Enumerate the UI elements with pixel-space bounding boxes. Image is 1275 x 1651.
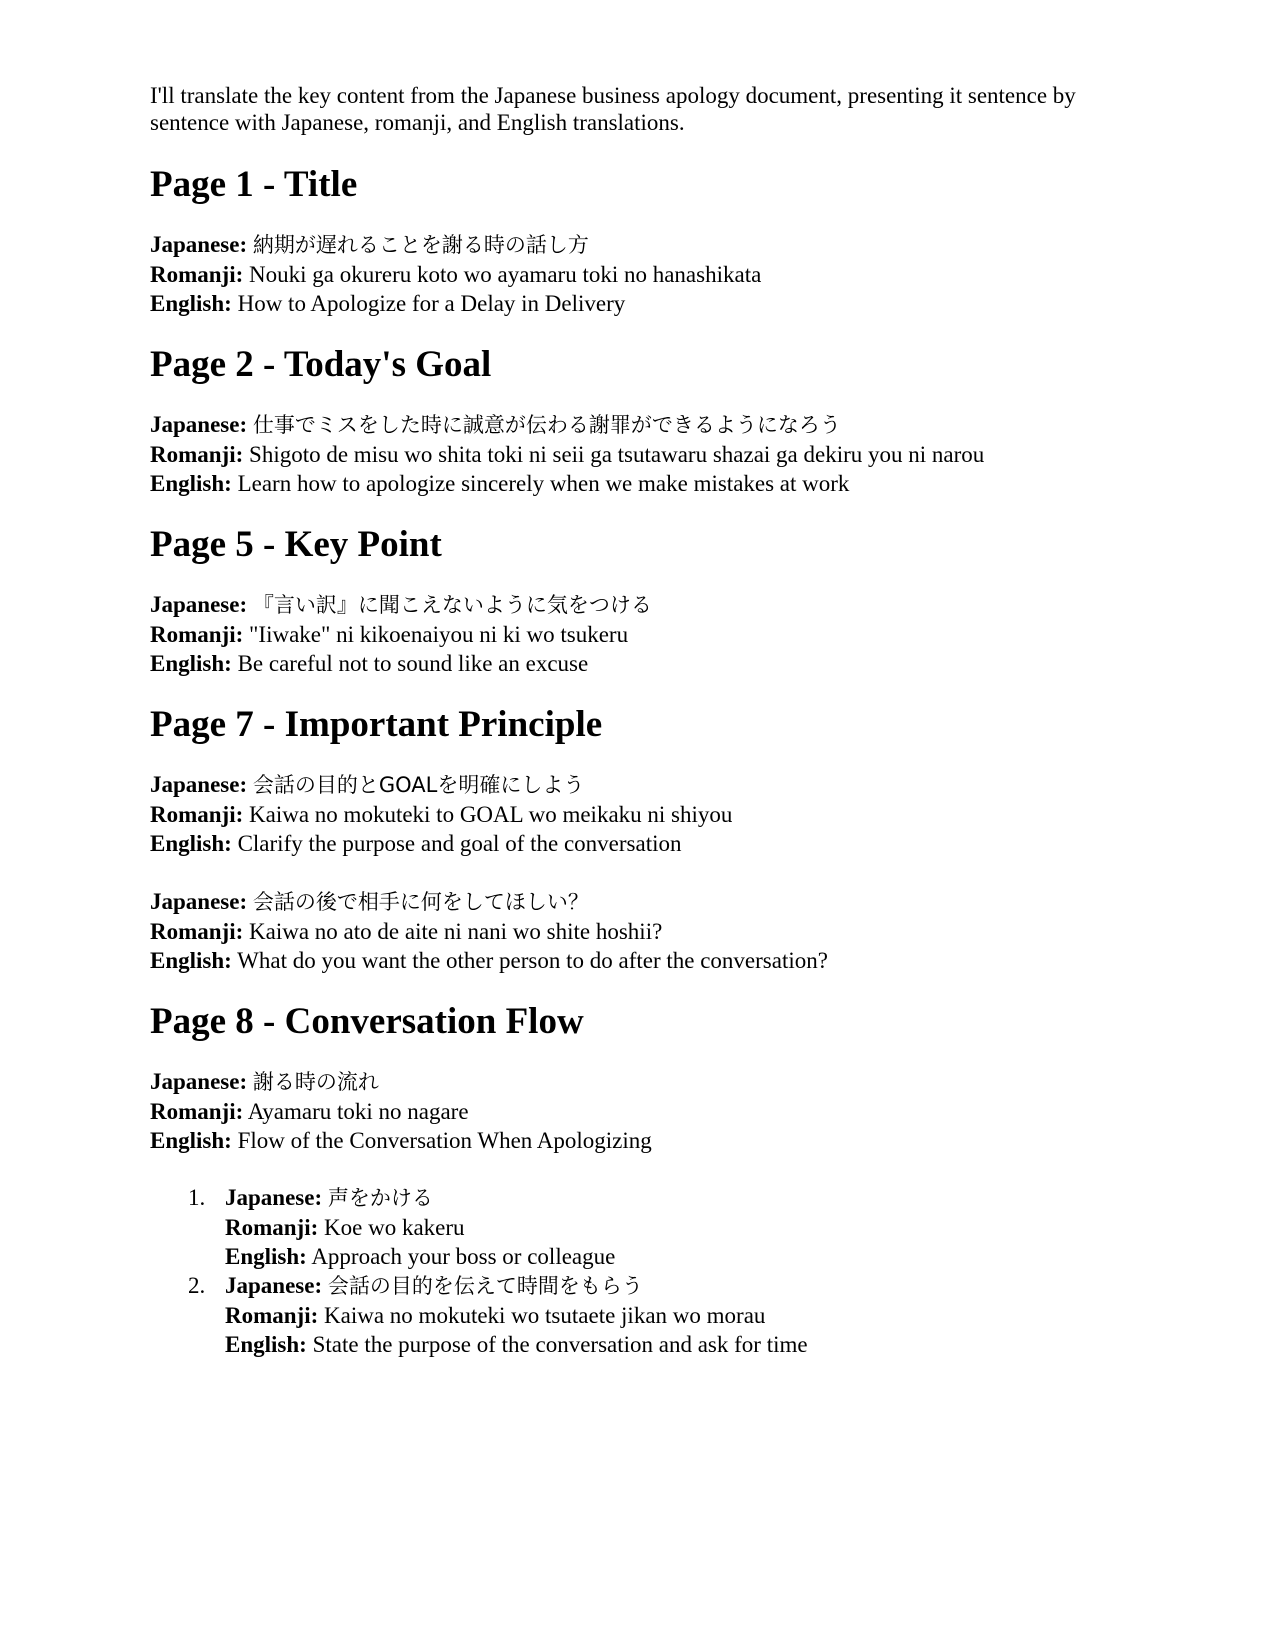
japanese-text: 謝る時の流れ <box>252 1070 379 1094</box>
romanji-text: Kaiwa no ato de aite ni nani wo shite hoshii? <box>249 919 663 944</box>
translation-entry <box>150 1067 1150 1155</box>
english-label: English: <box>225 1244 307 1269</box>
intro-paragraph: I'll translate the key content from the Japanese business apology document, presenting it sentence by sentence with Japanese, romanji, and English translations. <box>150 83 1076 135</box>
romanji-label: Romanji: <box>150 622 244 647</box>
english-line <box>150 946 1150 975</box>
romanji-label: Romanji: <box>150 442 244 467</box>
japanese-text: 『言い訳』に聞こえないように気をつける <box>252 593 652 617</box>
romanji-label: Romanji: <box>225 1303 319 1328</box>
japanese-text: 声をかける <box>327 1186 433 1210</box>
translation-entry <box>150 590 1150 678</box>
english-line <box>150 649 1150 678</box>
english-line <box>150 829 1150 858</box>
japanese-line <box>150 1067 1150 1097</box>
japanese-line <box>225 1271 1150 1301</box>
section-heading-page-1: Page 1 - Title <box>150 164 358 205</box>
english-text: Clarify the purpose and goal of the conversation <box>237 831 682 856</box>
japanese-line <box>225 1183 1150 1213</box>
romanji-line <box>150 1097 1150 1126</box>
section-heading-page-2: Page 2 - Today's Goal <box>150 344 492 385</box>
japanese-label: Japanese: <box>150 592 248 617</box>
japanese-label: Japanese: <box>150 412 248 437</box>
romanji-text: Ayamaru toki no nagare <box>247 1099 469 1124</box>
translation-entry <box>150 410 1150 498</box>
japanese-line <box>150 590 1150 620</box>
japanese-text: 仕事でミスをした時に誠意が伝わる謝罪ができるようになろう <box>252 413 841 437</box>
japanese-label: Japanese: <box>150 772 248 797</box>
japanese-label: Japanese: <box>150 889 248 914</box>
japanese-line <box>150 770 1150 800</box>
romanji-text: "Iiwake" ni kikoenaiyou ni ki wo tsukeru <box>249 622 629 647</box>
english-label: English: <box>150 651 232 676</box>
japanese-label: Japanese: <box>225 1273 323 1298</box>
english-line <box>150 1126 1150 1155</box>
list-item <box>150 1183 1150 1271</box>
english-text: State the purpose of the conversation and ask for time <box>312 1332 808 1357</box>
japanese-text: 会話の後で相手に何をしてほしい？ <box>252 890 589 914</box>
english-text: Approach your boss or colleague <box>311 1244 616 1269</box>
english-line <box>150 469 1150 498</box>
romanji-line <box>225 1301 1150 1330</box>
list-number: 2. <box>188 1273 206 1298</box>
section-heading-page-7: Page 7 - Important Principle <box>150 704 603 745</box>
japanese-line <box>150 887 1150 917</box>
english-label: English: <box>150 1128 232 1153</box>
translation-entry <box>150 770 1150 858</box>
romanji-label: Romanji: <box>150 262 244 287</box>
japanese-text: 会話の目的を伝えて時間をもらう <box>327 1274 643 1298</box>
english-text: Learn how to apologize sincerely when we make mistakes at work <box>237 471 850 496</box>
romanji-line <box>150 620 1150 649</box>
list-item <box>150 1271 1150 1359</box>
conversation-flow-list <box>150 1183 1150 1359</box>
japanese-line <box>150 410 1150 440</box>
romanji-text: Koe wo kakeru <box>324 1215 465 1240</box>
section-heading-page-5: Page 5 - Key Point <box>150 524 442 565</box>
japanese-label: Japanese: <box>225 1185 323 1210</box>
romanji-label: Romanji: <box>225 1215 319 1240</box>
section-heading-page-8: Page 8 - Conversation Flow <box>150 1001 584 1042</box>
romanji-text: Nouki ga okureru koto wo ayamaru toki no hanashikata <box>249 262 762 287</box>
romanji-line <box>150 917 1150 946</box>
romanji-label: Romanji: <box>150 919 244 944</box>
english-text: What do you want the other person to do after the conversation? <box>237 948 828 973</box>
japanese-label: Japanese: <box>150 232 248 257</box>
english-label: English: <box>150 471 232 496</box>
japanese-label: Japanese: <box>150 1069 248 1094</box>
japanese-text: 会話の目的とGOALを明確にしよう <box>252 773 585 797</box>
english-text: Flow of the Conversation When Apologizing <box>237 1128 652 1153</box>
romanji-label: Romanji: <box>150 802 244 827</box>
romanji-line <box>150 800 1150 829</box>
romanji-line <box>225 1213 1150 1242</box>
japanese-text: 納期が遅れることを謝る時の話し方 <box>252 233 589 257</box>
english-text: Be careful not to sound like an excuse <box>237 651 589 676</box>
romanji-line <box>150 260 1150 289</box>
document-page <box>150 82 1150 1359</box>
english-line <box>225 1330 1150 1359</box>
english-text: How to Apologize for a Delay in Delivery <box>237 291 626 316</box>
list-number: 1. <box>188 1185 206 1210</box>
english-label: English: <box>150 831 232 856</box>
english-label: English: <box>225 1332 307 1357</box>
romanji-line <box>150 440 1150 469</box>
romanji-text: Kaiwa no mokuteki to GOAL wo meikaku ni shiyou <box>249 802 733 827</box>
japanese-line <box>150 230 1150 260</box>
english-line <box>225 1242 1150 1271</box>
english-label: English: <box>150 291 232 316</box>
english-label: English: <box>150 948 232 973</box>
english-line <box>150 289 1150 318</box>
romanji-label: Romanji: <box>150 1099 244 1124</box>
romanji-text: Shigoto de misu wo shita toki ni seii ga tsutawaru shazai ga dekiru you ni narou <box>249 442 985 467</box>
translation-entry <box>150 887 1150 975</box>
translation-entry <box>150 230 1150 318</box>
romanji-text: Kaiwa no mokuteki wo tsutaete jikan wo morau <box>324 1303 766 1328</box>
